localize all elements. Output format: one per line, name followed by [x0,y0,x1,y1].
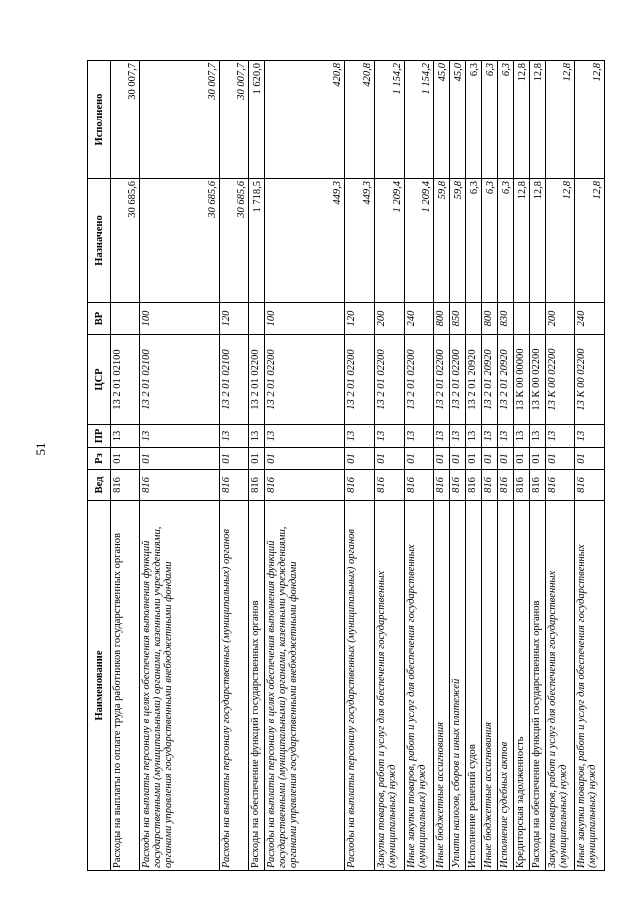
assigned-cell: 1 718,5 [249,179,265,303]
name-cell: Закупка товаров, работ и услуг для обеспечения государственных (муниципальных) нужд [375,501,405,871]
executed-cell: 420,8 [265,61,345,179]
pr-cell: 13 [249,425,265,448]
name-cell: Иные закупки товаров, работ и услуг для обеспечения государственных (муниципальных) нужд [405,501,434,871]
table-row [345,61,375,871]
pr-cell: 13 [111,425,140,448]
ved-cell: 816 [345,470,375,501]
executed-cell: 45,0 [450,61,466,179]
rotated-table-wrapper [87,61,603,871]
page-number: 51 [33,442,48,456]
csr-cell: 13 2 01 02200 [265,335,345,425]
executed-cell: 12,8 [546,61,575,179]
vr-cell [530,303,546,335]
ved-cell: 816 [375,470,405,501]
vr-cell: 100 [140,303,220,335]
vr-cell [111,303,140,335]
csr-cell: 13 2 01 02200 [345,335,375,425]
csr-cell: 13 2 01 20920 [498,335,514,425]
csr-cell: 13 К 00 02200 [546,335,575,425]
name-cell: Расходы на выплаты персоналу государственных (муниципальных) органов [220,501,249,871]
pr-cell: 13 [375,425,405,448]
table-row [530,61,546,871]
executed-cell: 12,8 [514,61,530,179]
vr-cell: 120 [345,303,375,335]
assigned-cell: 30 685,6 [220,179,249,303]
header-executed: Исполнено [88,61,111,179]
csr-cell: 13 2 01 02200 [450,335,466,425]
vr-cell [466,303,482,335]
table-row [111,61,140,871]
ved-cell: 816 [575,470,605,501]
ved-cell: 816 [546,470,575,501]
name-cell: Закупка товаров, работ и услуг для обеспечения государственных (муниципальных) нужд [546,501,575,871]
vr-cell: 200 [546,303,575,335]
table-row [265,61,345,871]
assigned-cell: 449,3 [265,179,345,303]
assigned-cell: 449,3 [345,179,375,303]
pr-cell: 13 [140,425,220,448]
table-row [575,61,605,871]
vr-cell [514,303,530,335]
csr-cell: 13 К 00 02200 [575,335,605,425]
ved-cell: 816 [498,470,514,501]
name-cell: Расходы на обеспечение функций государственных органов [530,501,546,871]
header-vr: ВР [88,303,111,335]
table-row [482,61,498,871]
table-frame [87,61,603,871]
ved-cell: 816 [220,470,249,501]
vr-cell [249,303,265,335]
table-row [466,61,482,871]
executed-cell: 6,3 [466,61,482,179]
rz-cell: 01 [466,448,482,470]
csr-cell: 13 2 01 02100 [220,335,249,425]
pr-cell: 13 [514,425,530,448]
pr-cell: 13 [220,425,249,448]
ved-cell: 816 [249,470,265,501]
csr-cell: 13 2 01 20920 [482,335,498,425]
executed-cell: 6,3 [498,61,514,179]
executed-cell: 45,0 [434,61,450,179]
table-row [220,61,249,871]
executed-cell: 1 154,2 [405,61,434,179]
pr-cell: 13 [466,425,482,448]
assigned-cell: 1 209,4 [405,179,434,303]
table-row [434,61,450,871]
executed-cell: 30 007,7 [111,61,140,179]
header-name: Наименование [88,501,111,871]
rz-cell: 01 [498,448,514,470]
rz-cell: 01 [111,448,140,470]
table-row [546,61,575,871]
name-cell: Исполнение решений судов [466,501,482,871]
assigned-cell: 1 209,4 [375,179,405,303]
ved-cell: 816 [466,470,482,501]
pr-cell: 13 [482,425,498,448]
assigned-cell: 6,3 [466,179,482,303]
name-cell: Расходы на выплаты персоналу в целях обеспечения выполнения функций государственными (муниципальными) органами, казенными учреждениями, органами управления государственными внебюджетными фондами [265,501,345,871]
rz-cell: 01 [514,448,530,470]
pr-cell: 13 [546,425,575,448]
csr-cell: 13 2 01 20920 [466,335,482,425]
assigned-cell: 12,8 [546,179,575,303]
header-rz: Рз [88,448,111,470]
name-cell: Расходы на выплаты по оплате труда работников государственных органов [111,501,140,871]
vr-cell: 800 [434,303,450,335]
ved-cell: 816 [514,470,530,501]
rz-cell: 01 [434,448,450,470]
pr-cell: 13 [575,425,605,448]
assigned-cell: 12,8 [530,179,546,303]
header-ved: Вед [88,470,111,501]
vr-cell: 800 [482,303,498,335]
assigned-cell: 59,8 [450,179,466,303]
table-row [498,61,514,871]
vr-cell: 200 [375,303,405,335]
vr-cell: 240 [405,303,434,335]
table-row [514,61,530,871]
header-csr: ЦСР [88,335,111,425]
table-row [405,61,434,871]
executed-cell: 420,8 [345,61,375,179]
pr-cell: 13 [450,425,466,448]
assigned-cell: 30 685,6 [111,179,140,303]
header-pr: ПР [88,425,111,448]
ved-cell: 816 [482,470,498,501]
executed-cell: 30 007,7 [220,61,249,179]
rz-cell: 01 [546,448,575,470]
csr-cell: 13 К 00 02200 [530,335,546,425]
header-assigned: Назначено [88,179,111,303]
ved-cell: 816 [265,470,345,501]
table-row [140,61,220,871]
csr-cell: 13 2 01 02200 [249,335,265,425]
pr-cell: 13 [265,425,345,448]
vr-cell: 850 [450,303,466,335]
rz-cell: 01 [450,448,466,470]
ved-cell: 816 [405,470,434,501]
name-cell: Расходы на обеспечение функций государственных органов [249,501,265,871]
vr-cell: 120 [220,303,249,335]
rz-cell: 01 [249,448,265,470]
rz-cell: 01 [482,448,498,470]
rz-cell: 01 [530,448,546,470]
name-cell: Иные бюджетные ассигнования [434,501,450,871]
csr-cell: 13 2 01 02100 [140,335,220,425]
csr-cell: 13 К 00 00000 [514,335,530,425]
assigned-cell: 59,8 [434,179,450,303]
name-cell: Иные бюджетные ассигнования [482,501,498,871]
csr-cell: 13 2 01 02200 [434,335,450,425]
executed-cell: 12,8 [530,61,546,179]
rz-cell: 01 [345,448,375,470]
pr-cell: 13 [405,425,434,448]
budget-table [87,60,605,871]
assigned-cell: 12,8 [514,179,530,303]
rz-cell: 01 [575,448,605,470]
rz-cell: 01 [405,448,434,470]
pr-cell: 13 [434,425,450,448]
csr-cell: 13 2 01 02100 [111,335,140,425]
ved-cell: 816 [530,470,546,501]
ved-cell: 816 [434,470,450,501]
rz-cell: 01 [140,448,220,470]
name-cell: Иные закупки товаров, работ и услуг для обеспечения государственных (муниципальных) нужд [575,501,605,871]
ved-cell: 816 [140,470,220,501]
table-row [249,61,265,871]
name-cell: Расходы на выплаты персоналу в целях обеспечения выполнения функций государственными (муниципальными) органами, казенными учреждениями, органами управления государственными внебюджетными фондами [140,501,220,871]
name-cell: Исполнение судебных актов [498,501,514,871]
assigned-cell: 6,3 [498,179,514,303]
ved-cell: 816 [450,470,466,501]
rz-cell: 01 [265,448,345,470]
table-row [450,61,466,871]
vr-cell: 100 [265,303,345,335]
assigned-cell: 30 685,6 [140,179,220,303]
rz-cell: 01 [375,448,405,470]
pr-cell: 13 [345,425,375,448]
vr-cell: 830 [498,303,514,335]
assigned-cell: 6,3 [482,179,498,303]
executed-cell: 1 620,0 [249,61,265,179]
name-cell: Уплата налогов, сборов и иных платежей [450,501,466,871]
executed-cell: 6,3 [482,61,498,179]
table-body [111,61,605,871]
name-cell: Кредиторская задолженность [514,501,530,871]
pr-cell: 13 [530,425,546,448]
executed-cell: 1 154,2 [375,61,405,179]
table-row [375,61,405,871]
vr-cell: 240 [575,303,605,335]
csr-cell: 13 2 01 02200 [375,335,405,425]
assigned-cell: 12,8 [575,179,605,303]
header-row [88,61,111,871]
csr-cell: 13 2 01 02200 [405,335,434,425]
executed-cell: 12,8 [575,61,605,179]
executed-cell: 30 007,7 [140,61,220,179]
rz-cell: 01 [220,448,249,470]
name-cell: Расходы на выплаты персоналу государственных (муниципальных) органов [345,501,375,871]
ved-cell: 816 [111,470,140,501]
pr-cell: 13 [498,425,514,448]
